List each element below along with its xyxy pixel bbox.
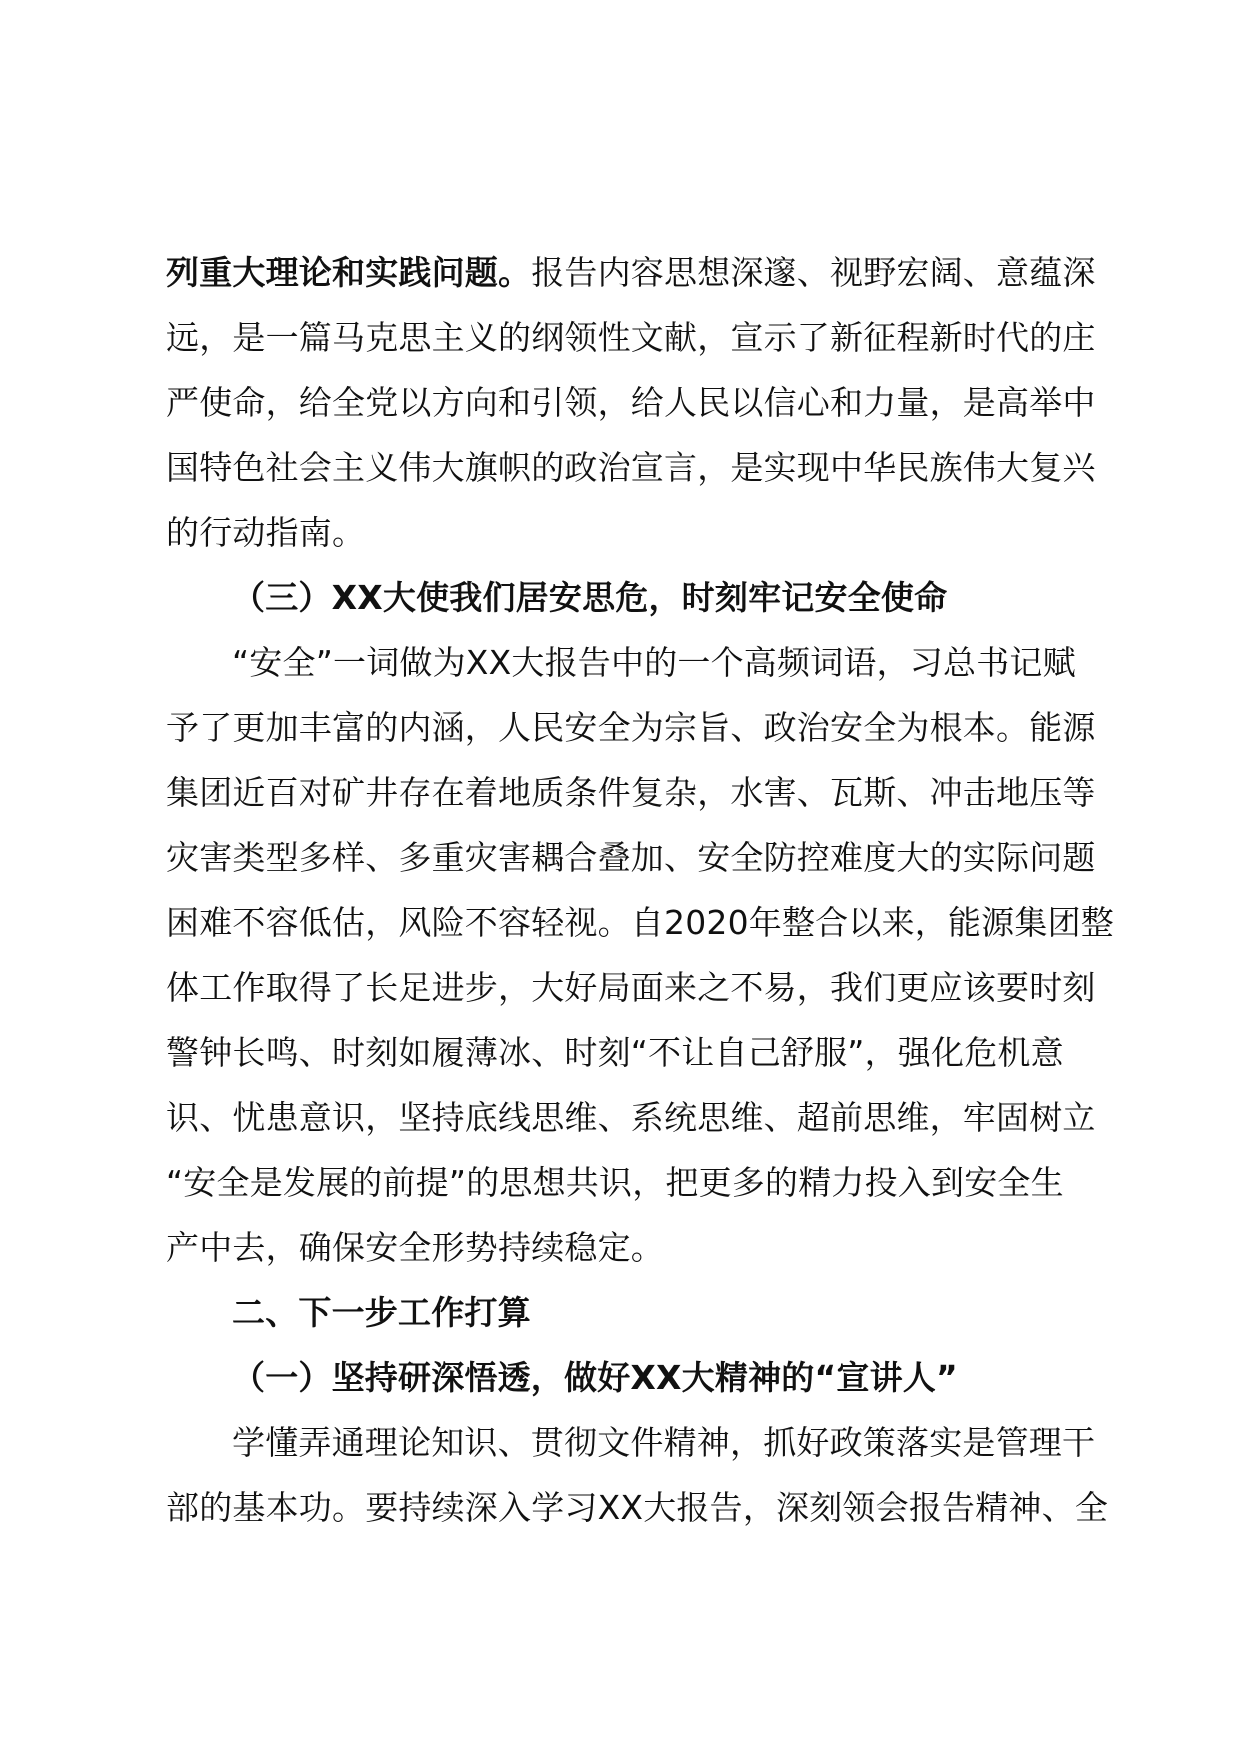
section-heading-2: 二、下一步工作打算 — [232, 1293, 531, 1332]
paragraph-line: 部的基本功。要持续深入学习XX大报告，深刻领会报告精神、全 — [166, 1488, 1109, 1527]
paragraph-line — [166, 240, 1116, 305]
document-page — [166, 240, 1116, 1540]
paragraph-line: 体工作取得了长足进步，大好局面来之不易，我们更应该要时刻 — [166, 968, 1096, 1007]
paragraph-line: 国特色社会主义伟大旗帜的政治宣言，是实现中华民族伟大复兴 — [166, 448, 1096, 487]
paragraph-line: 困难不容低估，风险不容轻视。自2020年整合以来，能源集团整 — [166, 903, 1114, 942]
paragraph-line: 远，是一篇马克思主义的纲领性文献，宣示了新征程新时代的庄 — [166, 318, 1096, 357]
paragraph-line: 严使命，给全党以方向和引领，给人民以信心和力量，是高举中 — [166, 383, 1096, 422]
paragraph-line: “安全是发展的前提”的思想共识，把更多的精力投入到安全生 — [166, 1163, 1064, 1202]
paragraph-line: 予了更加丰富的内涵，人民安全为宗旨、政治安全为根本。能源 — [166, 708, 1096, 747]
paragraph-line: 集团近百对矿井存在着地质条件复杂，水害、瓦斯、冲击地压等 — [166, 773, 1096, 812]
section-heading-3: （三）XX大使我们居安思危，时刻牢记安全使命 — [232, 578, 948, 617]
section-heading-1: （一）坚持研深悟透，做好XX大精神的“宣讲人” — [232, 1358, 958, 1397]
paragraph-line: “安全”一词做为XX大报告中的一个高频词语，习总书记赋 — [232, 643, 1076, 682]
paragraph-line: 的行动指南。 — [166, 513, 366, 552]
paragraph-line: 产中去，确保安全形势持续稳定。 — [166, 1228, 664, 1267]
paragraph-text: 报告内容思想深邃、视野宏阔、意蕴深 — [531, 253, 1096, 292]
paragraph-line: 识、忧患意识，坚持底线思维、系统思维、超前思维，牢固树立 — [166, 1098, 1096, 1137]
paragraph-line: 灾害类型多样、多重灾害耦合叠加、安全防控难度大的实际问题 — [166, 838, 1096, 877]
paragraph-line: 警钟长鸣、时刻如履薄冰、时刻“不让自己舒服”，强化危机意 — [166, 1033, 1064, 1072]
bold-lead-text: 列重大理论和实践问题。 — [166, 253, 532, 292]
paragraph-line: 学懂弄通理论知识、贯彻文件精神，抓好政策落实是管理干 — [232, 1423, 1096, 1462]
